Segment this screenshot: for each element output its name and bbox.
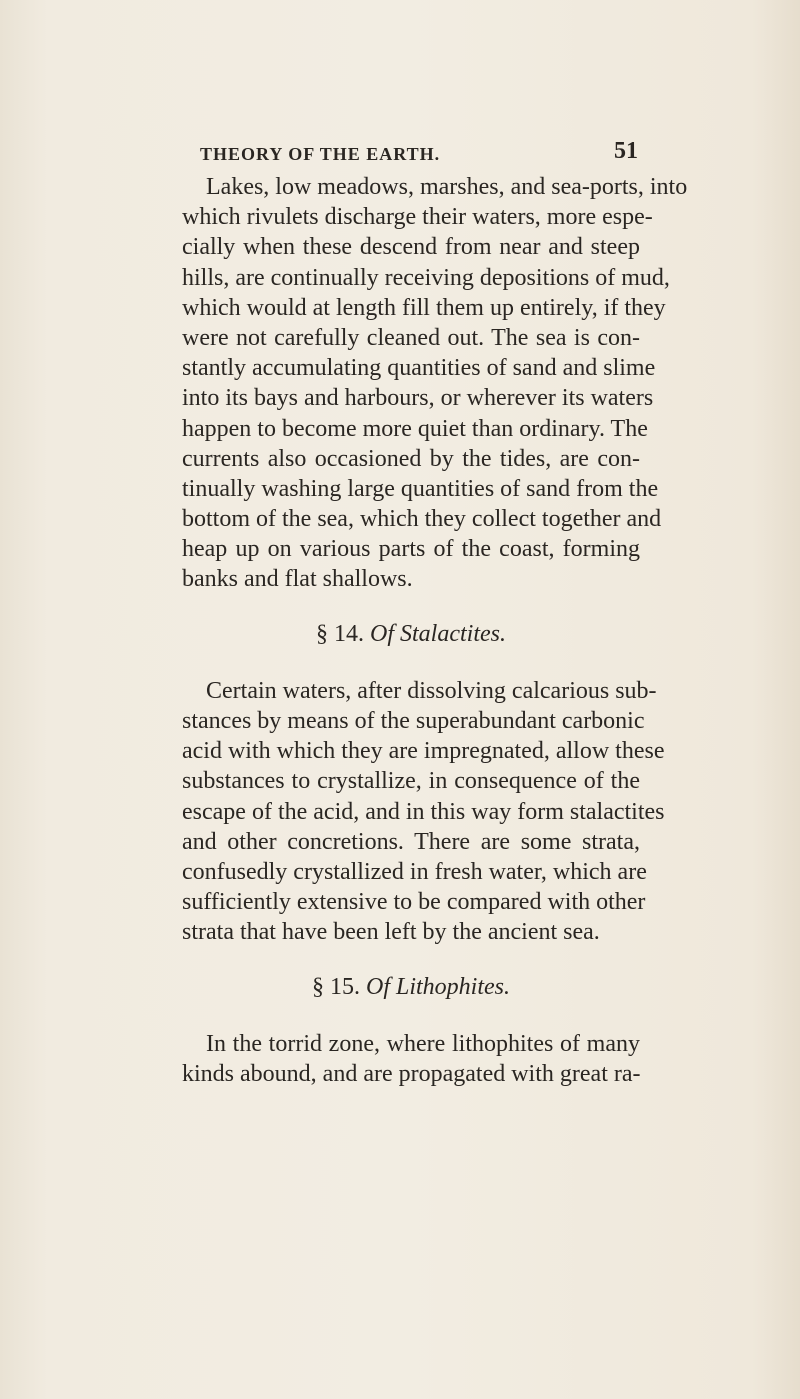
- text-line: Certain waters, after dissolving calcarious sub-: [206, 677, 657, 704]
- body-text: [182, 172, 688, 1089]
- text-line: confusedly crystallized in fresh water, which are: [182, 858, 647, 885]
- text-line: strata that have been left by the ancient sea.: [182, 919, 600, 946]
- paragraph-stalactites: [182, 676, 665, 948]
- section-title: Of Stalactites.: [370, 620, 506, 647]
- section-title: Of Lithophites.: [365, 973, 510, 1000]
- text-line: Lakes, low meadows, marshes, and sea-ports, into: [206, 174, 688, 200]
- section-heading-lithophites: [182, 972, 640, 1002]
- text-line: bottom of the sea, which they collect together and: [182, 506, 662, 533]
- section-number: § 15.: [311, 973, 360, 1000]
- text-line: sufficiently extensive to be compared with other: [182, 889, 646, 916]
- section-heading-stalactites: [182, 619, 640, 649]
- text-line: stances by means of the superabundant carbonic: [182, 708, 645, 734]
- text-line: In the torrid zone, where lithophites of many: [206, 1030, 640, 1057]
- paragraph-lakes: [182, 172, 688, 595]
- text-line: happen to become more quiet than ordinary. The: [182, 415, 648, 442]
- text-line: banks and flat shallows.: [182, 566, 413, 593]
- text-line: tinually washing large quantities of sand from the: [182, 475, 659, 502]
- text-line: cially when these descend from near and steep: [182, 234, 640, 261]
- paragraph-lithophites: [182, 1029, 640, 1089]
- text-line: kinds abound, and are propagated with great ra-: [182, 1060, 641, 1087]
- text-line: into its bays and harbours, or wherever its waters: [182, 385, 654, 412]
- text-line: and other concretions. There are some strata,: [182, 828, 640, 855]
- text-line: which would at length fill them up entirely, if they: [182, 294, 666, 321]
- running-head: [200, 138, 638, 172]
- text-line: escape of the acid, and in this way form stalactites: [182, 798, 665, 825]
- page-number: 51: [614, 138, 638, 164]
- text-line: which rivulets discharge their waters, more espe-: [182, 204, 653, 231]
- text-line: acid with which they are impregnated, allow these: [182, 738, 665, 765]
- text-line: hills, are continually receiving depositions of mud,: [182, 264, 670, 291]
- text-line: were not carefully cleaned out. The sea is con-: [182, 324, 640, 351]
- running-title: THEORY OF THE EARTH.: [200, 144, 441, 164]
- text-line: substances to crystallize, in consequence of the: [182, 768, 640, 795]
- text-line: stantly accumulating quantities of sand and slime: [182, 355, 656, 382]
- text-line: currents also occasioned by the tides, are con-: [182, 445, 640, 472]
- section-number: § 14.: [316, 620, 364, 647]
- text-line: heap up on various parts of the coast, forming: [182, 536, 640, 563]
